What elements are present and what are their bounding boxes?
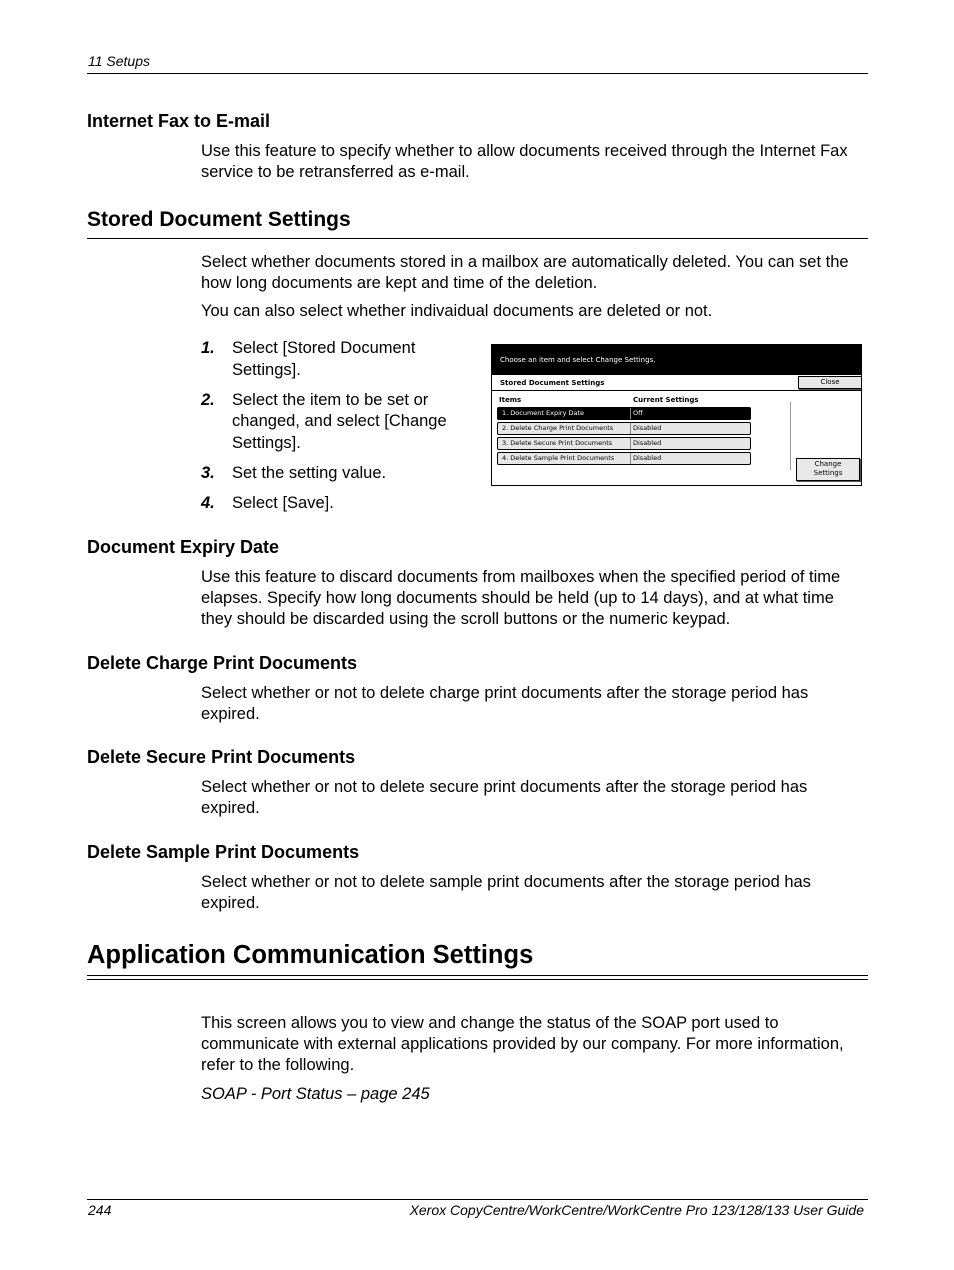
step-number: 1. (201, 339, 215, 357)
heading-delete-charge: Delete Charge Print Documents (87, 653, 358, 673)
step-text: Select [Save]. (232, 493, 334, 512)
guide-title: Xerox CopyCentre/WorkCentre/WorkCentre Pro 123/128/133 User Guide (409, 1202, 864, 1218)
heading-stored-document-settings: Stored Document Settings (87, 208, 351, 231)
close-button[interactable]: Close (798, 376, 862, 389)
step-item (201, 493, 481, 515)
screen-message-bar (492, 345, 861, 375)
row-divider (630, 438, 631, 449)
screen-title: Stored Document Settings (500, 379, 605, 387)
change-settings-button[interactable] (796, 458, 860, 481)
para-delete-charge: Select whether or not to delete charge print documents after the storage period has expired. (201, 684, 809, 723)
page-number: 244 (88, 1202, 112, 1218)
header-rule (87, 73, 868, 74)
step-text: Set the setting value. (232, 463, 387, 482)
step-number: 2. (201, 390, 215, 409)
step-item (201, 338, 481, 381)
stored-document-settings-screen (491, 344, 862, 486)
step-text: Select [Stored Document Settings]. (232, 339, 416, 379)
heading-internet-fax: Internet Fax to E-mail (87, 111, 271, 131)
heading-application-communication: Application Communication Settings (87, 941, 534, 969)
step-number: 3. (201, 463, 215, 482)
change-label-2: Settings (813, 469, 843, 477)
step-item (201, 390, 481, 455)
row-divider (630, 453, 631, 464)
change-label-1: Change (814, 460, 842, 468)
heading-delete-secure: Delete Secure Print Documents (87, 747, 356, 767)
heading-delete-sample: Delete Sample Print Documents (87, 842, 360, 862)
row-item: 2. Delete Charge Print Documents (502, 424, 614, 432)
para-stored-doc-2: You can also select whether indivaidual documents are deleted or not. (201, 302, 713, 320)
row-item: 3. Delete Secure Print Documents (502, 439, 613, 447)
row-item: 4. Delete Sample Print Documents (502, 454, 615, 462)
para-document-expiry: Use this feature to discard documents from mailboxes when the specified period of time elapses. Specify how long documents should be held (up to 14 days), and at what time they should be discarded using the scroll buttons or the numeric keypad. (201, 568, 841, 628)
screen-prompt: Choose an item and select Change Settings. (500, 356, 656, 364)
para-application-communication: This screen allows you to view and change the status of the SOAP port used to communicate with external applications provided by our company. For more information, refer to the following. (201, 1014, 844, 1074)
step-item (201, 463, 481, 485)
step-text: Select the item to be set or changed, and select [Change Settings]. (232, 390, 447, 452)
settings-row-delete-sample[interactable] (497, 452, 751, 465)
para-internet-fax: Use this feature to specify whether to allow documents received through the Internet Fax service to be retransferred as e-mail. (201, 142, 848, 181)
row-item: 1. Document Expiry Date (502, 409, 585, 417)
row-value: Disabled (633, 454, 662, 462)
settings-row-delete-charge[interactable] (497, 422, 751, 435)
chapter-rule-top (87, 975, 868, 976)
column-header-items: Items (499, 396, 522, 404)
footer-rule (87, 1199, 868, 1200)
row-divider (630, 423, 631, 434)
step-number: 4. (201, 493, 215, 512)
section-rule (87, 238, 868, 239)
row-value: Disabled (633, 439, 662, 447)
running-header: 11 Setups (88, 53, 151, 69)
chapter-rule-bottom (87, 979, 868, 980)
screen-divider (790, 402, 791, 470)
row-value: Disabled (633, 424, 662, 432)
cross-reference-link[interactable]: SOAP - Port Status – page 245 (201, 1085, 430, 1103)
steps-list (201, 338, 481, 523)
heading-document-expiry: Document Expiry Date (87, 537, 280, 557)
para-delete-sample: Select whether or not to delete sample print documents after the storage period has expired. (201, 873, 811, 912)
settings-row-document-expiry[interactable] (497, 407, 751, 420)
row-divider (630, 408, 631, 419)
column-header-current-settings: Current Settings (633, 396, 699, 404)
row-value: Off (633, 409, 643, 417)
para-stored-doc-1: Select whether documents stored in a mailbox are automatically deleted. You can set the how long documents are kept and time of the deletion. (201, 253, 849, 292)
settings-row-delete-secure[interactable] (497, 437, 751, 450)
para-delete-secure: Select whether or not to delete secure print documents after the storage period has expired. (201, 778, 808, 817)
